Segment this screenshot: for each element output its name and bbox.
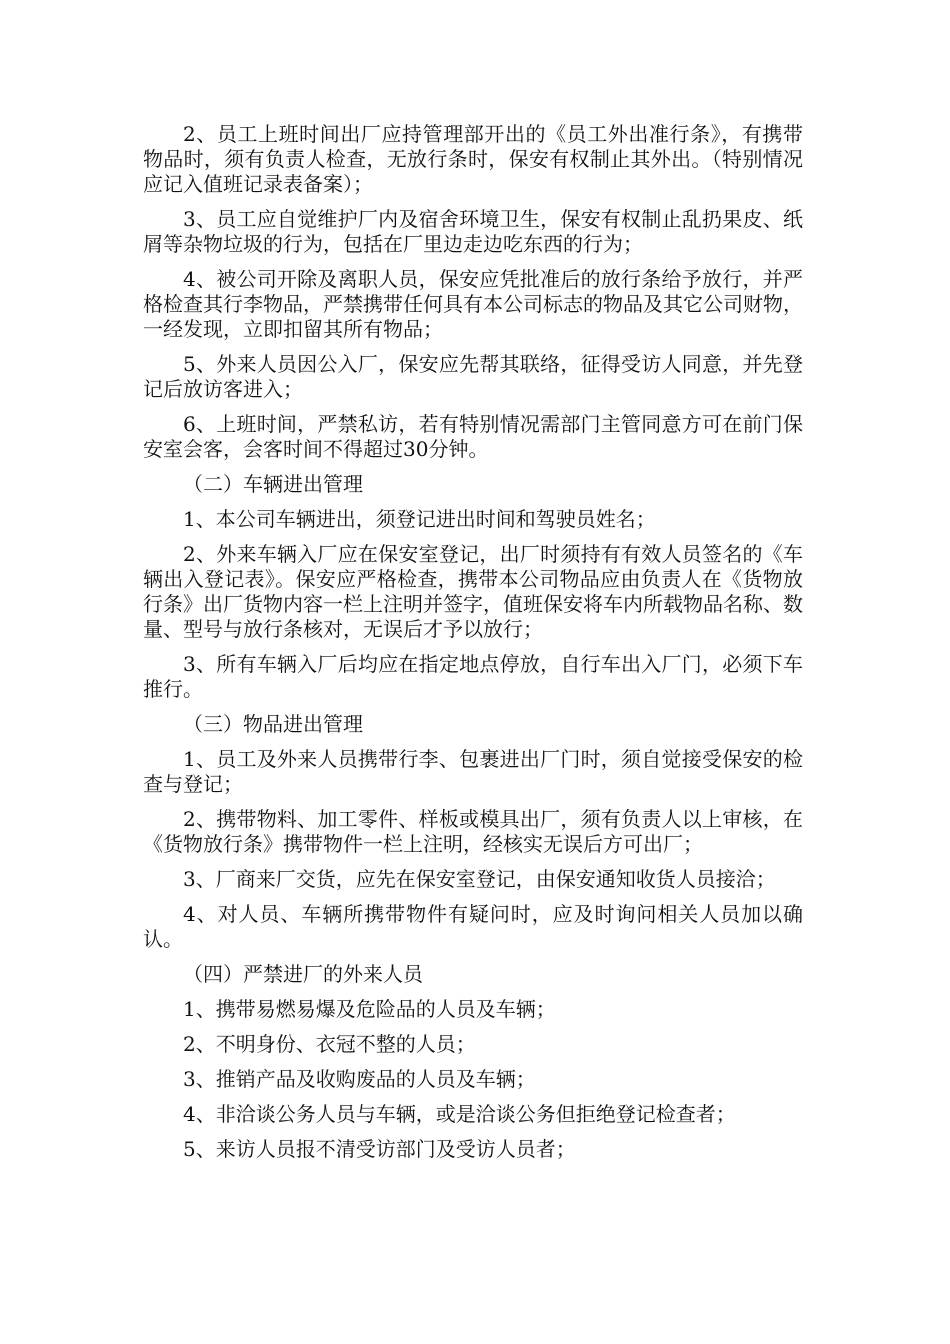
paragraph-dismissed-staff: 4、被公司开除及离职人员，保安应凭批准后的放行条给予放行，并严格检查其行李物品，严禁携带任何具有本公司标志的物品及其它公司财物，一经发现，立即扣留其所有物品； xyxy=(143,267,803,341)
document-page xyxy=(143,122,803,1172)
paragraph-vehicle-parking: 3、所有车辆入厂后均应在指定地点停放，自行车出入厂门，必须下车推行。 xyxy=(143,652,803,701)
paragraph-non-business: 4、非洽谈公务人员与车辆，或是洽谈公务但拒绝登记检查者； xyxy=(183,1102,736,1126)
paragraph-dangerous-goods: 1、携带易燃易爆及危险品的人员及车辆； xyxy=(183,997,556,1021)
paragraph-supplier-delivery: 3、厂商来厂交货，应先在保安室登记，由保安通知收货人员接洽； xyxy=(183,867,776,891)
paragraph-external-vehicles: 2、外来车辆入厂应在保安室登记，出厂时须持有有效人员签名的《车辆出入登记表》。保安应严格检查，携带本公司物品应由负责人在《货物放行条》出厂货物内容一栏上注明并签字，值班保安将车内所载物品名称、数量、型号与放行条核对，无误后才予以放行； xyxy=(143,542,803,641)
paragraph-company-vehicles: 1、本公司车辆进出，须登记进出时间和驾驶员姓名； xyxy=(183,507,656,531)
section-heading-goods: （三）物品进出管理 xyxy=(183,712,363,736)
paragraph-luggage-check: 1、员工及外来人员携带行李、包裹进出厂门时，须自觉接受保安的检查与登记； xyxy=(143,747,803,796)
section-heading-vehicles: （二）车辆进出管理 xyxy=(183,472,363,496)
section-heading-prohibited: （四）严禁进厂的外来人员 xyxy=(183,962,423,986)
paragraph-materials-out: 2、携带物料、加工零件、样板或模具出厂，须有负责人以上审核，在《货物放行条》携带物件一栏上注明，经核实无误后方可出厂； xyxy=(143,807,803,856)
paragraph-visitors-entry: 5、外来人员因公入厂，保安应先帮其联络，征得受访人同意，并先登记后放访客进入； xyxy=(143,352,803,401)
paragraph-salespeople: 3、推销产品及收购废品的人员及车辆； xyxy=(183,1067,536,1091)
paragraph-staff-exit-pass: 2、员工上班时间出厂应持管理部开出的《员工外出准行条》，有携带物品时，须有负责人检查，无放行条时，保安有权制止其外出。（特别情况应记入值班记录表备案）； xyxy=(143,122,803,196)
paragraph-unclear-visitors: 5、来访人员报不清受访部门及受访人员者； xyxy=(183,1137,576,1161)
paragraph-doubtful-items: 4、对人员、车辆所携带物件有疑问时，应及时询问相关人员加以确认。 xyxy=(143,902,803,951)
paragraph-private-visits: 6、上班时间，严禁私访，若有特别情况需部门主管同意方可在前门保安室会客，会客时间不得超过30分钟。 xyxy=(143,412,803,461)
paragraph-environment-hygiene: 3、员工应自觉维护厂内及宿舍环境卫生，保安有权制止乱扔果皮、纸屑等杂物垃圾的行为，包括在厂里边走边吃东西的行为； xyxy=(143,207,803,256)
paragraph-unknown-identity: 2、不明身份、衣冠不整的人员； xyxy=(183,1032,476,1056)
